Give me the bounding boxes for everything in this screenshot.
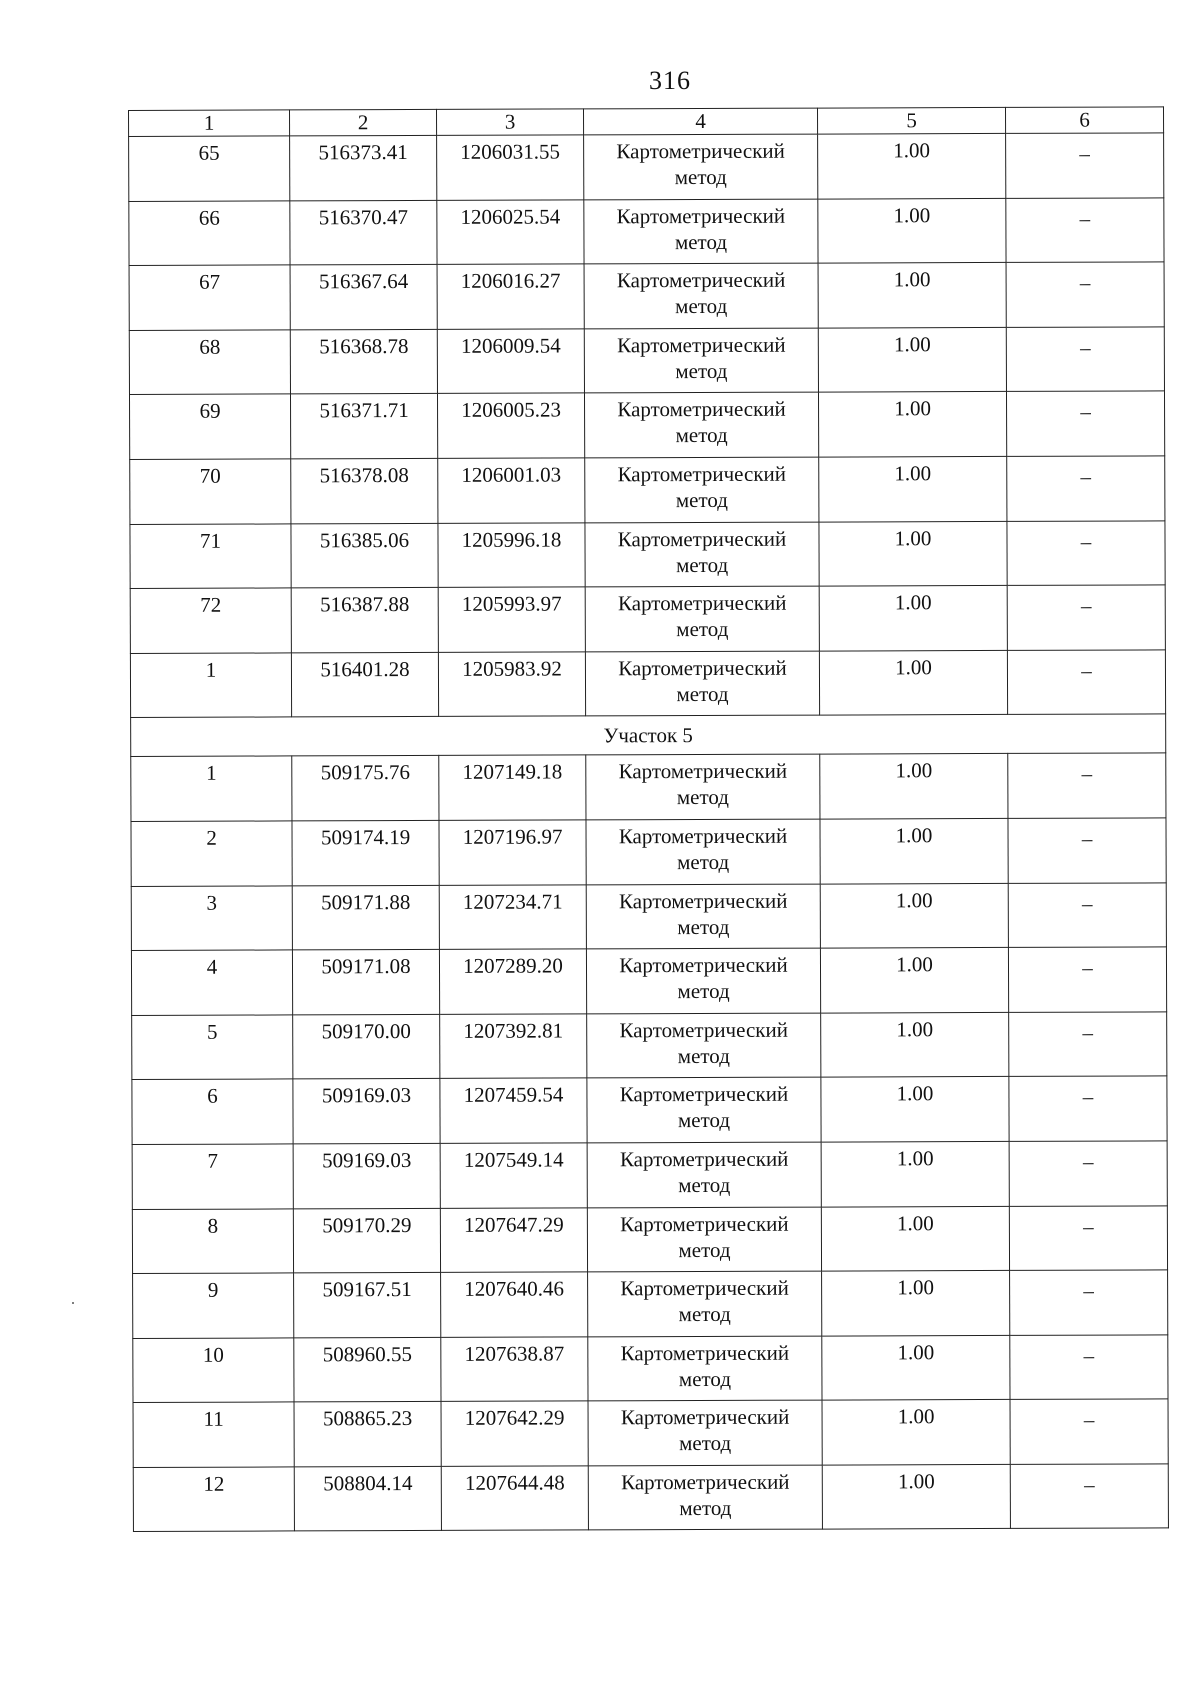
- y-coordinate-cell: 1207196.97: [439, 820, 586, 885]
- method-name: Картометрический: [617, 332, 786, 358]
- dash-mark: –: [1080, 335, 1091, 360]
- method-word: метод: [674, 164, 727, 190]
- dash-mark: –: [1079, 141, 1090, 166]
- method-word: метод: [675, 294, 728, 319]
- method-name: Картометрический: [617, 526, 787, 551]
- method-word: метод: [677, 849, 730, 875]
- table-row: [131, 882, 1166, 950]
- dash-mark: –: [1080, 529, 1092, 554]
- note-cell: [1006, 197, 1164, 262]
- accuracy-cell: 1.00: [821, 1206, 1009, 1271]
- note-cell: [1006, 327, 1164, 392]
- note-cell: [1008, 753, 1166, 818]
- dash-mark: –: [1083, 1278, 1094, 1303]
- method-word: метод: [678, 1237, 731, 1262]
- coordinates-table: [128, 106, 1169, 1532]
- x-coordinate-cell: 516385.06: [291, 523, 438, 588]
- table-row: [133, 1399, 1168, 1467]
- table-row: [131, 818, 1166, 886]
- method-cell: [588, 1465, 822, 1530]
- method-word: метод: [678, 1301, 731, 1327]
- method-name: Картометрический: [619, 952, 788, 978]
- note-cell: [1008, 818, 1166, 883]
- table-row: [129, 262, 1164, 330]
- method-name: Картометрический: [616, 267, 786, 293]
- method-cell: [587, 1142, 821, 1207]
- x-coordinate-cell: 508960.55: [294, 1337, 441, 1402]
- method-word: метод: [677, 1043, 730, 1068]
- point-number-cell: 6: [132, 1079, 293, 1144]
- x-coordinate-cell: 516370.47: [290, 200, 437, 265]
- point-number-cell: 65: [129, 136, 290, 201]
- method-cell: [587, 1013, 821, 1078]
- method-name: Картометрический: [620, 1340, 790, 1365]
- method-cell: [585, 586, 819, 651]
- point-number-cell: 5: [132, 1015, 293, 1080]
- method-cell: [586, 948, 820, 1013]
- x-coordinate-cell: 508804.14: [294, 1466, 441, 1531]
- point-number-cell: 8: [132, 1208, 293, 1273]
- y-coordinate-cell: 1207459.54: [440, 1078, 587, 1143]
- method-word: метод: [675, 487, 728, 513]
- x-coordinate-cell: 516368.78: [290, 329, 437, 394]
- accuracy-cell: 1.00: [820, 883, 1008, 948]
- section-row: [131, 714, 1166, 757]
- dash-mark: –: [1081, 891, 1093, 916]
- page-number: 316: [649, 66, 691, 95]
- point-number-cell: 1: [130, 653, 291, 718]
- table-row: [130, 520, 1165, 588]
- x-coordinate-cell: 509171.08: [292, 950, 439, 1015]
- table-row: [129, 327, 1164, 395]
- note-cell: [1010, 1399, 1168, 1464]
- dash-mark: –: [1082, 955, 1093, 980]
- x-coordinate-cell: 509174.19: [292, 820, 439, 885]
- method-cell: [585, 651, 819, 716]
- dash-mark: –: [1080, 593, 1092, 618]
- accuracy-cell: 1.00: [822, 1464, 1010, 1529]
- method-cell: [584, 134, 818, 199]
- accuracy-cell: 1.00: [819, 521, 1007, 586]
- point-number-cell: 11: [133, 1402, 294, 1467]
- method-word: метод: [676, 552, 729, 577]
- column-header: 1: [129, 110, 290, 137]
- method-word: метод: [675, 358, 728, 383]
- note-cell: [1008, 882, 1166, 947]
- dash-mark: –: [1080, 400, 1091, 425]
- accuracy-cell: 1.00: [818, 327, 1006, 392]
- table-row: [129, 133, 1164, 201]
- point-number-cell: 4: [131, 950, 292, 1015]
- dash-mark: –: [1082, 1084, 1094, 1109]
- accuracy-cell: 1.00: [822, 1335, 1010, 1400]
- point-number-cell: 72: [130, 588, 291, 653]
- accuracy-cell: 1.00: [820, 818, 1008, 883]
- x-coordinate-cell: 516378.08: [291, 458, 438, 523]
- dash-mark: –: [1082, 1149, 1094, 1174]
- accuracy-cell: 1.00: [821, 1077, 1009, 1142]
- method-word: метод: [674, 229, 728, 254]
- method-name: Картометрический: [620, 1404, 790, 1430]
- method-word: метод: [676, 785, 729, 810]
- y-coordinate-cell: 1207289.20: [439, 949, 586, 1014]
- method-name: Картометрический: [618, 759, 788, 784]
- dash-mark: –: [1079, 270, 1091, 295]
- x-coordinate-cell: 516373.41: [290, 135, 437, 200]
- y-coordinate-cell: 1207638.87: [441, 1337, 588, 1402]
- dash-mark: –: [1079, 206, 1091, 231]
- method-name: Картометрический: [617, 461, 787, 487]
- accuracy-cell: 1.00: [821, 1012, 1009, 1077]
- method-word: метод: [676, 681, 729, 706]
- table-row: [130, 456, 1165, 524]
- dash-mark: –: [1083, 1343, 1095, 1368]
- note-cell: [1010, 1270, 1168, 1335]
- note-cell: [1010, 1335, 1168, 1400]
- table-row: [132, 1012, 1167, 1080]
- method-word: метод: [679, 1431, 732, 1456]
- x-coordinate-cell: 509169.03: [293, 1143, 440, 1208]
- y-coordinate-cell: 1205983.92: [438, 652, 585, 717]
- x-coordinate-cell: 509169.03: [293, 1079, 440, 1144]
- point-number-cell: 71: [130, 523, 291, 588]
- dash-mark: –: [1084, 1472, 1095, 1497]
- table-row: [132, 1076, 1167, 1144]
- y-coordinate-cell: 1205996.18: [438, 522, 585, 587]
- y-coordinate-cell: 1207640.46: [441, 1272, 588, 1337]
- x-coordinate-cell: 516371.71: [290, 394, 437, 459]
- table-row: [130, 585, 1165, 653]
- dash-mark: –: [1081, 826, 1093, 851]
- point-number-cell: 7: [132, 1144, 293, 1209]
- point-number-cell: 70: [130, 459, 291, 524]
- method-name: Картометрический: [618, 888, 788, 913]
- accuracy-cell: 1.00: [818, 392, 1006, 457]
- x-coordinate-cell: 508865.23: [294, 1402, 441, 1467]
- x-coordinate-cell: 516367.64: [290, 265, 437, 330]
- x-coordinate-cell: 516401.28: [291, 652, 438, 717]
- method-name: Картометрический: [618, 655, 787, 681]
- method-cell: [587, 1207, 821, 1272]
- method-name: Картометрический: [620, 1275, 789, 1301]
- method-cell: [588, 1336, 822, 1401]
- method-name: Картометрический: [616, 203, 786, 228]
- table-row: [133, 1335, 1168, 1403]
- table-row: [133, 1270, 1168, 1338]
- column-header: 3: [436, 109, 583, 136]
- note-cell: [1006, 391, 1164, 456]
- table-header-row: [129, 107, 1164, 137]
- method-cell: [584, 199, 818, 264]
- dash-mark: –: [1080, 464, 1092, 489]
- y-coordinate-cell: 1206025.54: [437, 200, 584, 265]
- dash-mark: –: [1083, 1407, 1095, 1432]
- scan-speck: [72, 1302, 74, 1304]
- point-number-cell: 9: [133, 1273, 294, 1338]
- method-name: Картометрический: [616, 138, 785, 164]
- accuracy-cell: 1.00: [821, 1141, 1009, 1206]
- y-coordinate-cell: 1206005.23: [437, 393, 584, 458]
- method-cell: [588, 1271, 822, 1336]
- y-coordinate-cell: 1207149.18: [439, 755, 586, 820]
- note-cell: [1007, 650, 1165, 715]
- y-coordinate-cell: 1206016.27: [437, 264, 584, 329]
- table-row: [129, 391, 1164, 459]
- method-word: метод: [678, 1172, 731, 1197]
- method-name: Картометрический: [617, 590, 787, 616]
- table-body: [129, 107, 1169, 1532]
- note-cell: [1006, 133, 1164, 198]
- method-cell: [586, 884, 820, 949]
- y-coordinate-cell: 1206009.54: [437, 329, 584, 394]
- accuracy-cell: 1.00: [818, 263, 1006, 328]
- note-cell: [1006, 262, 1164, 327]
- method-name: Картометрический: [619, 1082, 789, 1107]
- accuracy-cell: 1.00: [820, 948, 1008, 1013]
- x-coordinate-cell: 516387.88: [291, 588, 438, 653]
- y-coordinate-cell: 1207392.81: [440, 1014, 587, 1079]
- dash-mark: –: [1082, 1020, 1094, 1045]
- point-number-cell: 67: [129, 265, 290, 330]
- table-row: [133, 1464, 1168, 1532]
- method-word: метод: [677, 1108, 731, 1133]
- note-cell: [1009, 1076, 1167, 1141]
- accuracy-cell: 1.00: [822, 1400, 1010, 1465]
- point-number-cell: 69: [129, 394, 290, 459]
- point-number-cell: 66: [129, 201, 290, 266]
- dash-mark: –: [1081, 761, 1093, 787]
- y-coordinate-cell: 1207234.71: [439, 884, 586, 949]
- y-coordinate-cell: 1207642.29: [441, 1401, 588, 1466]
- y-coordinate-cell: 1206031.55: [437, 135, 584, 200]
- column-header: 5: [817, 107, 1005, 134]
- column-header: 4: [583, 108, 817, 135]
- method-name: Картометрический: [618, 823, 788, 849]
- column-header: 6: [1005, 107, 1163, 134]
- note-cell: [1009, 1012, 1167, 1077]
- x-coordinate-cell: 509175.76: [292, 756, 439, 821]
- method-name: Картометрический: [619, 1017, 788, 1043]
- method-name: Картометрический: [621, 1469, 790, 1495]
- method-cell: [586, 754, 820, 819]
- method-cell: [585, 457, 819, 522]
- method-name: Картометрический: [619, 1146, 789, 1172]
- method-cell: [587, 1077, 821, 1142]
- dash-mark: –: [1081, 658, 1092, 683]
- method-word: метод: [675, 423, 728, 448]
- x-coordinate-cell: 509170.00: [293, 1014, 440, 1079]
- y-coordinate-cell: 1205993.97: [438, 587, 585, 652]
- point-number-cell: 1: [131, 756, 292, 821]
- y-coordinate-cell: 1207647.29: [440, 1207, 587, 1272]
- method-word: метод: [676, 617, 729, 642]
- method-cell: [584, 328, 818, 393]
- x-coordinate-cell: 509171.88: [292, 885, 439, 950]
- table-row: [130, 650, 1165, 718]
- table-row: [131, 947, 1166, 1015]
- method-name: Картометрический: [617, 397, 786, 422]
- table-row: [129, 197, 1164, 265]
- note-cell: [1007, 520, 1165, 585]
- point-number-cell: 12: [133, 1467, 294, 1532]
- accuracy-cell: 1.00: [820, 754, 1008, 819]
- note-cell: [1009, 1141, 1167, 1206]
- point-number-cell: 2: [131, 821, 292, 886]
- note-cell: [1010, 1464, 1168, 1529]
- method-cell: [584, 392, 818, 457]
- table-row: [131, 753, 1166, 821]
- method-cell: [586, 819, 820, 884]
- accuracy-cell: 1.00: [819, 456, 1007, 521]
- method-word: метод: [678, 1366, 732, 1391]
- column-header: 2: [290, 109, 437, 136]
- section-title: Участок 5: [131, 714, 1166, 757]
- x-coordinate-cell: 509167.51: [294, 1273, 441, 1338]
- method-cell: [584, 263, 818, 328]
- note-cell: [1007, 585, 1165, 650]
- accuracy-cell: 1.00: [819, 650, 1007, 715]
- accuracy-cell: 1.00: [822, 1271, 1010, 1336]
- point-number-cell: 10: [133, 1338, 294, 1403]
- y-coordinate-cell: 1207549.14: [440, 1143, 587, 1208]
- point-number-cell: 68: [129, 330, 290, 395]
- accuracy-cell: 1.00: [819, 586, 1007, 651]
- method-word: метод: [677, 914, 730, 939]
- method-cell: [588, 1400, 822, 1465]
- accuracy-cell: 1.00: [818, 133, 1006, 198]
- note-cell: [1009, 1205, 1167, 1270]
- method-cell: [585, 522, 819, 587]
- method-name: Картометрический: [620, 1211, 789, 1236]
- note-cell: [1007, 456, 1165, 521]
- method-word: метод: [679, 1495, 732, 1520]
- y-coordinate-cell: 1206001.03: [438, 458, 585, 523]
- table-row: [132, 1141, 1167, 1209]
- dash-mark: –: [1083, 1214, 1094, 1239]
- accuracy-cell: 1.00: [818, 198, 1006, 263]
- point-number-cell: 3: [131, 885, 292, 950]
- note-cell: [1008, 947, 1166, 1012]
- x-coordinate-cell: 509170.29: [293, 1208, 440, 1273]
- y-coordinate-cell: 1207644.48: [441, 1466, 588, 1531]
- method-word: метод: [677, 979, 730, 1004]
- table-row: [132, 1205, 1167, 1273]
